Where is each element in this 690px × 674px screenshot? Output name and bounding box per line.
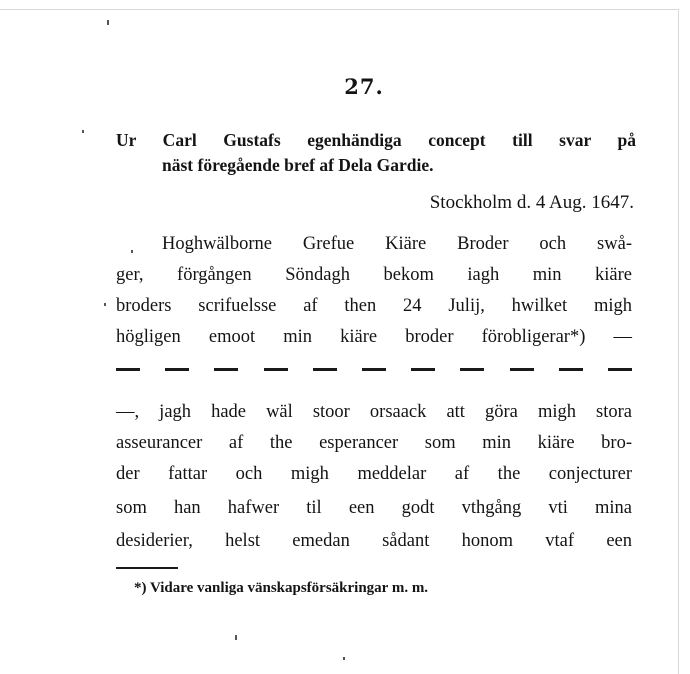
print-speck xyxy=(82,130,84,133)
letter-heading-line-2: näst föregående bref af Dela Gardie. xyxy=(162,155,434,175)
dash xyxy=(264,368,288,371)
print-speck xyxy=(104,303,106,306)
dash xyxy=(608,368,632,371)
dash xyxy=(411,368,435,371)
dash xyxy=(559,368,583,371)
letter-heading-line-1: Ur Carl Gustafs egenhändiga concept till svar på xyxy=(116,130,636,150)
body-line-2: ger, förgången Söndagh bekom iagh min kiäre xyxy=(116,265,632,285)
print-speck xyxy=(131,250,133,253)
body-line-3: broders scrifuelsse af then 24 Julij, hwilket migh xyxy=(116,296,632,316)
dateline: Stockholm d. 4 Aug. 1647. xyxy=(429,192,634,213)
print-speck xyxy=(235,635,237,640)
dash xyxy=(510,368,534,371)
page-frame-top xyxy=(0,9,678,10)
dash xyxy=(460,368,484,371)
body-line-7: der fattar och migh meddelar af the conjecturer xyxy=(116,464,632,484)
omission-dashes xyxy=(116,368,632,371)
body-line-9: desiderier, helst emedan sådant honom vtaf een xyxy=(116,531,632,551)
page-frame-right xyxy=(678,9,679,674)
footnote-rule xyxy=(116,567,178,569)
print-speck xyxy=(343,657,345,660)
print-speck xyxy=(107,20,109,25)
footnote: *) Vidare vanliga vänskapsförsäkringar m. m. xyxy=(134,580,429,596)
body-line-4: högligen emoot min kiäre broder förobligerar*) — xyxy=(116,327,632,347)
body-line-1: Hoghwälborne Grefue Kiäre Broder och swå- xyxy=(162,234,632,254)
dash xyxy=(362,368,386,371)
body-line-5: —, jagh hade wäl stoor orsaack att göra migh stora xyxy=(116,402,632,422)
dash xyxy=(165,368,189,371)
dash xyxy=(116,368,140,371)
body-line-6: asseurancer af the esperancer som min kiäre bro- xyxy=(116,433,632,453)
page-number: 27. xyxy=(344,74,384,99)
body-line-8: som han hafwer til een godt vthgång vti mina xyxy=(116,498,632,518)
dash xyxy=(313,368,337,371)
dash xyxy=(214,368,238,371)
